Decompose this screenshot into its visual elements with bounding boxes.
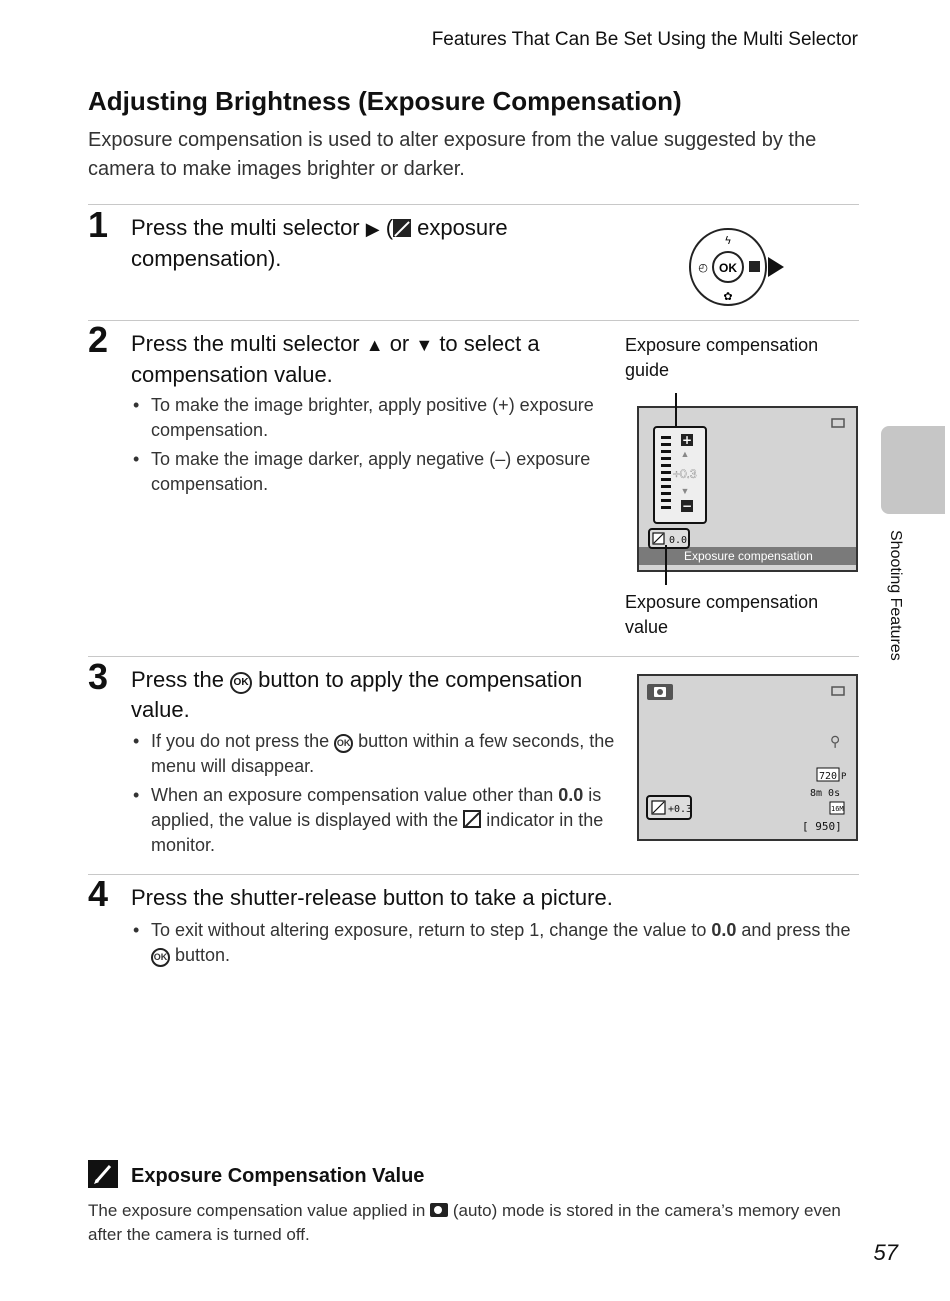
flash-icon: ϟ [724, 234, 732, 247]
divider [88, 320, 859, 321]
step-number: 4 [88, 873, 109, 914]
page-number: 57 [873, 1240, 898, 1265]
svg-text:+: + [681, 433, 693, 447]
svg-text:▼: ▼ [680, 486, 690, 496]
current-exposure-value: 0.0 [669, 535, 688, 546]
svg-text:−: − [681, 499, 693, 513]
step-2-text: Press the multi selector ▲ or ▼ to select a compensation value. [131, 331, 540, 387]
step-3-bullets [131, 729, 616, 862]
callout-line [665, 545, 667, 585]
list-item: • To make the image brighter, apply positive (+) exposure compensation. [131, 393, 601, 443]
vr-icon: ⚲ [830, 733, 841, 749]
guide-value-readout: +0.3 [673, 467, 697, 481]
ok-button-icon: OK [334, 734, 353, 753]
lcd-screen-shooting [637, 674, 858, 841]
shots-remaining: [ 950] [802, 820, 842, 833]
step-number: 3 [88, 656, 109, 697]
right-arrow-icon [768, 257, 784, 277]
down-triangle-icon: ▼ [415, 335, 434, 355]
list-item: • If you do not press the OK button within a few seconds, the menu will disappear. [131, 729, 616, 779]
section-tab [881, 426, 945, 514]
self-timer-icon: ◴ [698, 261, 708, 274]
divider [88, 874, 859, 875]
svg-text:▲: ▲ [680, 449, 690, 459]
step-4-text: Press the shutter-release button to take a picture. [131, 885, 613, 910]
up-triangle-icon: ▲ [365, 335, 384, 355]
battery-icon [832, 687, 844, 695]
macro-icon: ✿ [723, 290, 733, 303]
note-pencil-icon [88, 1160, 118, 1188]
step-number: 1 [88, 204, 109, 245]
camera-icon [430, 1203, 448, 1217]
image-size: 16M [831, 805, 844, 813]
exposure-icon [393, 219, 411, 237]
step-4-bullets [131, 918, 861, 972]
step-3-text: Press the OK button to apply the compensation value. [131, 667, 583, 722]
exposure-icon [749, 261, 760, 272]
step-1-text: Press the multi selector ▶ ( exposure compensation). [131, 215, 508, 271]
intro-paragraph: Exposure compensation is used to alter exposure from the value suggested by the camera to make images brighter or darker. [88, 129, 817, 180]
section-label: Shooting Features [887, 530, 904, 661]
page-title: Adjusting Brightness (Exposure Compensation) [88, 86, 682, 116]
list-item: • To make the image darker, apply negative (–) exposure compensation. [131, 447, 601, 497]
divider [88, 204, 859, 205]
ok-button-icon: OK [230, 672, 252, 694]
tip-title: Exposure Compensation Value [131, 1165, 425, 1187]
list-item: • When an exposure compensation value other than 0.0 is applied, the value is displayed with the indicator in the monitor. [131, 783, 616, 858]
step-number: 2 [88, 319, 109, 360]
divider [88, 656, 859, 657]
callout-line [675, 393, 677, 427]
ok-button-icon: OK [151, 948, 170, 967]
step-2-bullets [131, 393, 601, 501]
ok-button-label: OK [719, 261, 737, 275]
movie-mode: 720 [819, 771, 838, 782]
list-item: • To exit without altering exposure, return to step 1, change the value to 0.0 and press the OK button. [131, 918, 861, 968]
value-callout-label: Exposure compensation value [625, 592, 819, 637]
running-head: Features That Can Be Set Using the Multi Selector [431, 29, 858, 50]
battery-icon [832, 419, 844, 427]
guide-callout-label: Exposure compensation guide [625, 335, 819, 380]
menu-caption: Exposure compensation [684, 549, 813, 563]
remaining-time: 8m 0s [810, 788, 841, 799]
exposure-icon [463, 810, 481, 828]
movie-mode-suffix: P [841, 772, 847, 782]
right-triangle-icon: ▶ [365, 219, 380, 239]
tip-body: The exposure compensation value applied in (auto) mode is stored in the camera’s memory even after the camera is turned off. [88, 1201, 841, 1244]
exposure-indicator-value: +0.3 [668, 804, 693, 815]
multi-selector-diagram [686, 225, 790, 309]
lcd-screen-exposure-menu [637, 406, 858, 572]
